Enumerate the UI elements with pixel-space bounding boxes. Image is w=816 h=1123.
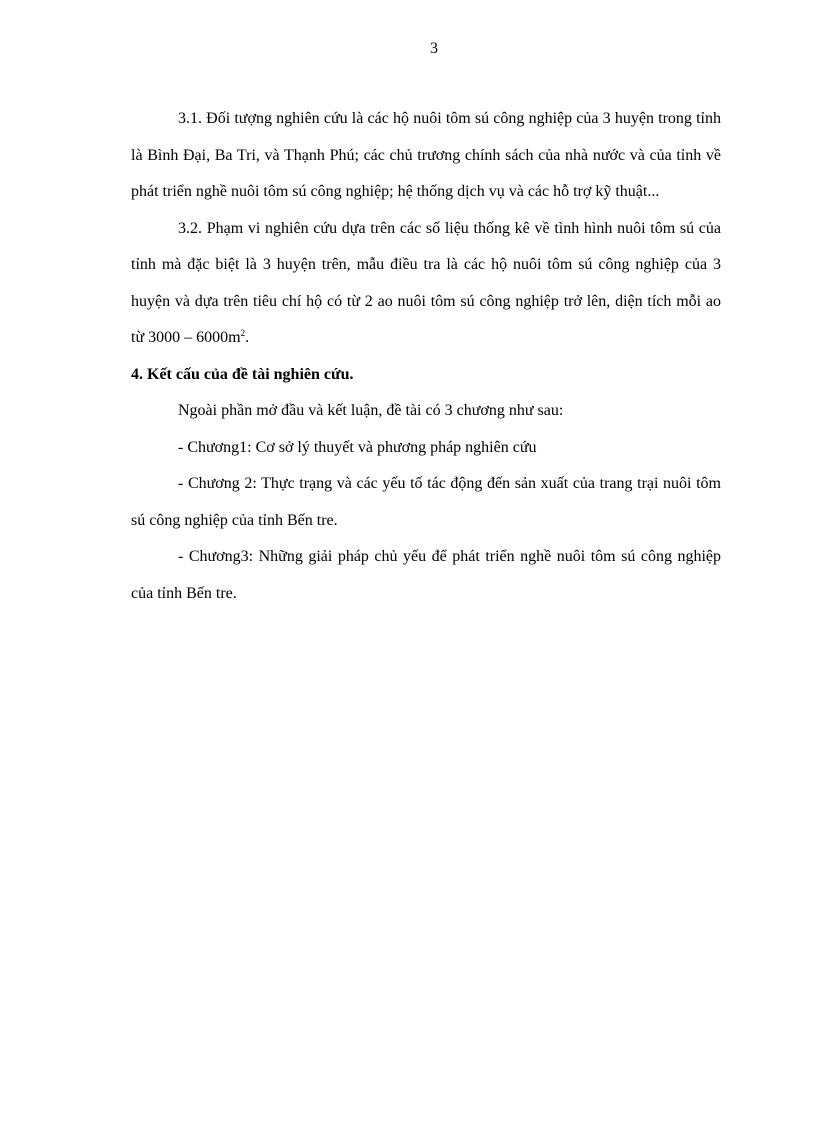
document-body <box>131 101 721 612</box>
paragraph-3-2 <box>131 211 721 357</box>
chapter-1-item: - Chương1: Cơ sở lý thuyết và phương pháp nghiên cứu <box>178 438 537 456</box>
area-unit-superscript: 2 <box>240 328 246 338</box>
paragraph-3-1: 3.1. Đối tượng nghiên cứu là các hộ nuôi tôm sú công nghiệp của 3 huyện trong tỉnh là Bình Đại, Ba Tri, và Thạnh Phú; các chủ trương chính sách của nhà nước và của tỉnh về phát triển nghề nuôi tôm sú công nghiệp; hệ thống dịch vụ và các hỗ trợ kỹ thuật... <box>131 110 721 200</box>
chapter-3-item: - Chương3: Những giải pháp chủ yếu để phát triển nghề nuôi tôm sú công nghiệp của tỉnh Bến tre. <box>131 548 721 602</box>
paragraph-3-2-end: . <box>245 329 250 346</box>
page-number: 3 <box>430 40 438 57</box>
chapter-2-item: - Chương 2: Thực trạng và các yếu tố tác động đến sản xuất của trang trại nuôi tôm sú công nghiệp của tỉnh Bến tre. <box>131 475 721 529</box>
paragraph-3-2-text: 3.2. Phạm vi nghiên cứu dựa trên các số liệu thống kê về tình hình nuôi tôm sú của tỉnh mà đặc biệt là 3 huyện trên, mẫu điều tra là các hộ nuôi tôm sú công nghiệp của 3 huyện và dựa trên tiêu chí hộ có từ 2 ao nuôi tôm sú công nghiệp trở lên, diện tích mỗi ao từ 3000 – 6000m <box>131 219 721 346</box>
section-4-intro: Ngoài phần mở đầu và kết luận, đề tài có 3 chương như sau: <box>178 402 564 419</box>
section-4-heading: 4. Kết cấu của đề tài nghiên cứu. <box>131 365 354 383</box>
